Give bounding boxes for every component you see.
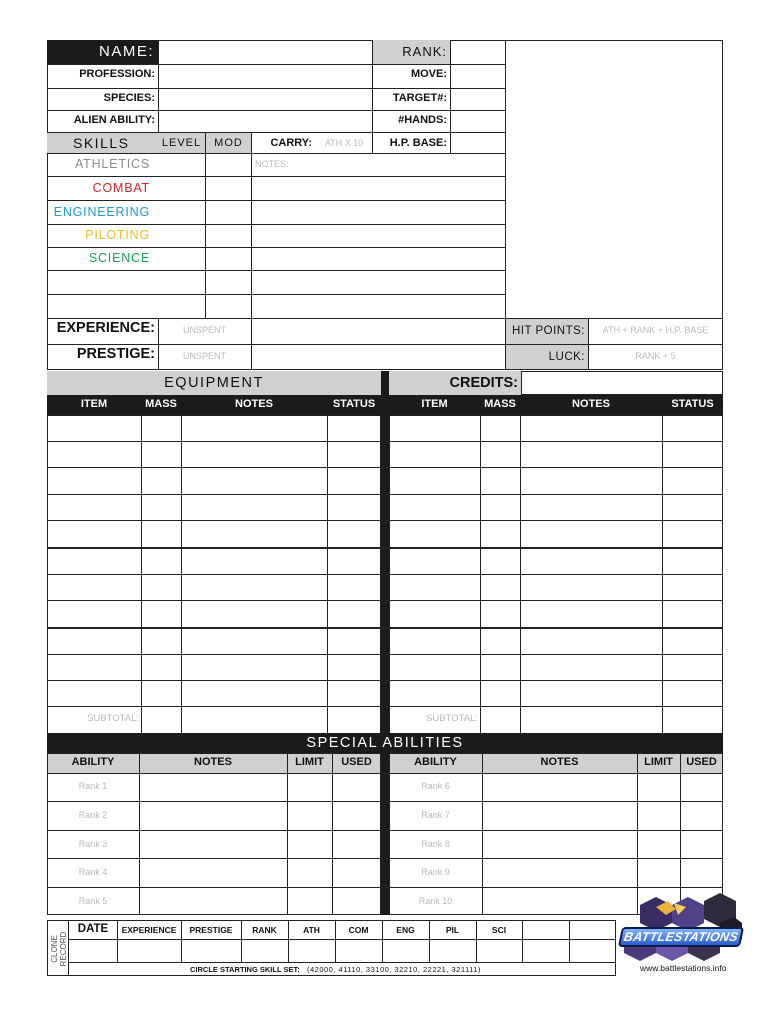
target-label: TARGET#:	[392, 92, 447, 104]
profession-field[interactable]	[158, 64, 372, 88]
rank-5-hint: Rank 5	[78, 896, 108, 906]
subtotal-hint-right: SUBTOTAL:	[426, 713, 478, 724]
ab-col-used-right: USED	[686, 756, 717, 768]
rank-2-hint: Rank 2	[78, 810, 108, 820]
rank-3-hint: Rank 3	[78, 839, 108, 849]
move-field[interactable]	[450, 64, 505, 88]
notes-hint: NOTES:	[255, 159, 289, 169]
skill-combat: COMBAT	[92, 181, 150, 195]
carry-hint: ATH X 10	[324, 138, 364, 148]
clone-col-pil: PIL	[445, 925, 460, 935]
level-label: LEVEL	[158, 133, 205, 153]
website-url[interactable]: www.battlestations.info	[640, 963, 727, 973]
eq-col-status-left: STATUS	[332, 398, 376, 410]
ab-col-notes-left: NOTES	[194, 756, 232, 768]
eq-col-mass-right: MASS	[484, 398, 516, 410]
clone-side-label-2: RECORD	[59, 931, 68, 967]
skill-set-options: (42000, 41110, 33100, 32210, 22221, 321111)	[307, 965, 481, 974]
clone-col-date: DATE	[77, 923, 109, 935]
eq-col-item-left: ITEM	[80, 398, 108, 410]
hit-points-label: HIT POINTS:	[506, 319, 588, 344]
skills-title: SKILLS	[47, 133, 158, 153]
rank-4-hint: Rank 4	[78, 867, 108, 877]
species-field[interactable]	[158, 88, 372, 110]
move-label: MOVE:	[410, 68, 447, 80]
rank-6-hint: Rank 6	[421, 781, 450, 791]
carry-label: CARRY:	[270, 137, 312, 149]
clone-col-eng: ENG	[396, 925, 415, 935]
ab-col-notes-right: NOTES	[540, 756, 579, 768]
eq-col-item-right: ITEM	[421, 398, 448, 410]
name-label: NAME:	[47, 40, 158, 64]
clone-col-rank: RANK	[252, 925, 277, 935]
clone-side-label-1: CLONE	[50, 935, 59, 963]
ab-col-ability-right: ABILITY	[414, 756, 457, 768]
species-label: SPECIES:	[103, 92, 155, 104]
skill-engineering: ENGINEERING	[53, 205, 150, 219]
prestige-label: PRESTIGE:	[76, 346, 155, 362]
rank-label: RANK:	[372, 40, 450, 64]
subtotal-hint-left: SUBTOTAL:	[87, 713, 139, 724]
logo-wordmark: BATTLESTATIONS	[618, 927, 744, 947]
hands-label: #HANDS:	[398, 114, 447, 126]
luck-label: LUCK:	[506, 345, 588, 369]
rank-1-hint: Rank 1	[78, 781, 108, 791]
eq-col-notes-right: NOTES	[572, 398, 610, 410]
rank-7-hint: Rank 7	[421, 810, 450, 820]
clone-col-ath: ATH	[303, 925, 320, 935]
clone-col-experience: EXPERIENCE	[121, 925, 177, 935]
skill-science: SCIENCE	[88, 251, 150, 265]
ab-col-limit-left: LIMIT	[295, 756, 324, 768]
ab-col-used-left: USED	[341, 756, 372, 768]
rank-10-hint: Rank 10	[418, 896, 453, 906]
hands-field[interactable]	[450, 110, 505, 132]
special-abilities-title: SPECIAL ABILITIES	[47, 733, 723, 753]
hit-points-hint: ATH + RANK + H.P. BASE	[602, 325, 709, 335]
skill-athletics: ATHLETICS	[74, 157, 150, 171]
experience-label: EXPERIENCE:	[56, 320, 155, 336]
alien-ability-field[interactable]	[158, 110, 372, 132]
mod-label: MOD	[206, 133, 251, 153]
eq-col-status-right: STATUS	[671, 398, 714, 410]
eq-col-mass-left: MASS	[145, 398, 177, 410]
ab-col-limit-right: LIMIT	[644, 756, 673, 768]
ab-col-ability-left: ABILITY	[71, 756, 115, 768]
prestige-unspent-hint: UNSPENT	[182, 351, 226, 361]
name-field[interactable]	[158, 40, 372, 64]
equipment-title: EQUIPMENT	[47, 371, 381, 395]
eq-col-notes-left: NOTES	[235, 398, 273, 410]
rank-9-hint: Rank 9	[421, 867, 450, 877]
credits-label: CREDITS:	[389, 371, 521, 395]
luck-hint: RANK + 5	[635, 351, 676, 361]
clone-col-com: COM	[348, 925, 369, 935]
skill-piloting: PILOTING	[85, 228, 150, 242]
rank-8-hint: Rank 8	[421, 839, 450, 849]
clone-col-sci: SCI	[491, 925, 507, 935]
skill-set-label: CIRCLE STARTING SKILL SET:	[190, 965, 300, 974]
profession-label: PROFESSION:	[79, 68, 155, 80]
clone-record-side	[47, 920, 69, 976]
clone-col-prestige: PRESTIGE	[189, 925, 233, 935]
abilities-table-right	[389, 753, 723, 915]
rank-field[interactable]	[450, 40, 505, 64]
hp-base-label: H.P. BASE:	[389, 137, 447, 149]
experience-unspent-hint: UNSPENT	[182, 325, 226, 335]
credits-field[interactable]	[521, 371, 723, 395]
abilities-table-left	[47, 753, 381, 915]
alien-ability-label: ALIEN ABILITY:	[73, 114, 155, 126]
target-field[interactable]	[450, 88, 505, 110]
